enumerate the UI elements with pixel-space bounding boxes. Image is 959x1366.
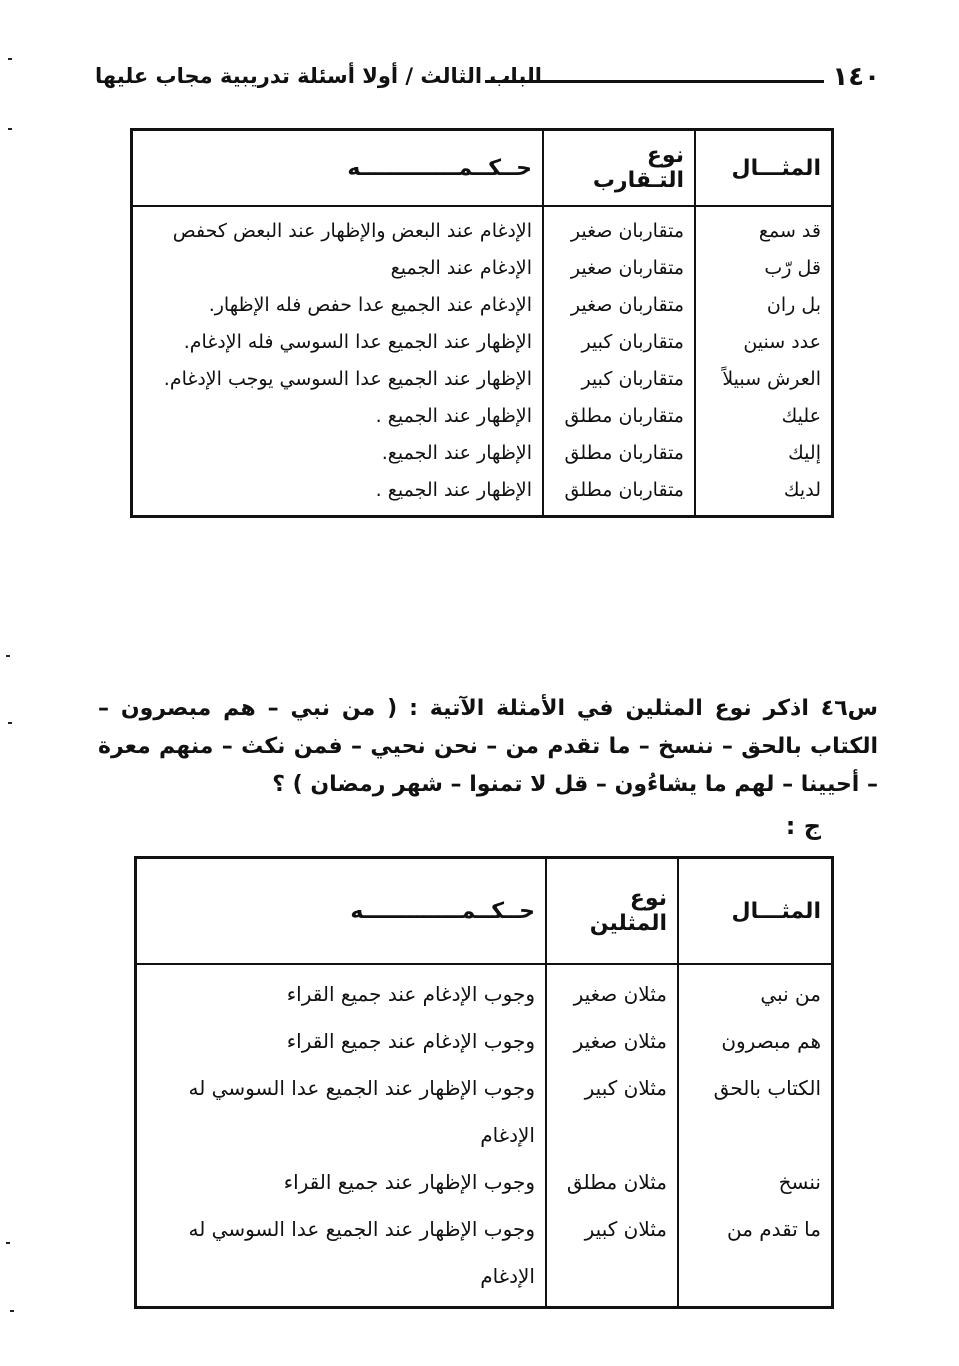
ruling-cell: الإدغام عند البعض والإظهار عند البعض كحفص: [132, 206, 544, 250]
example-cell: من نبي: [678, 964, 833, 1018]
header-type: نوع المثلين: [546, 858, 678, 965]
type-cell: متقاربان صغير: [543, 287, 695, 324]
example-cell: إليك: [695, 435, 833, 472]
header-ruling: حــكــمـــــــــــــه: [132, 130, 544, 207]
header-type: نوع التـقارب: [543, 130, 695, 207]
scan-speck: [8, 58, 12, 60]
ruling-cell: الإظهار عند الجميع عدا السوسي فله الإدغام.: [132, 324, 544, 361]
table-row: [132, 324, 833, 361]
table-row: [132, 472, 833, 517]
example-cell: ننسخ: [678, 1159, 833, 1206]
ruling-cell: الإدغام عند الجميع عدا حفص فله الإظهار.: [132, 287, 544, 324]
ruling-cell: وجوب الإدغام عند جميع القراء: [136, 1018, 547, 1065]
ruling-cell: الإظهار عند الجميع .: [132, 472, 544, 517]
answer-label: ج :: [785, 812, 821, 840]
table-row: [132, 287, 833, 324]
similar-letters-table: [134, 856, 834, 1309]
example-cell: عدد سنين: [695, 324, 833, 361]
example-cell: لديك: [695, 472, 833, 517]
example-cell: ما تقدم من: [678, 1206, 833, 1308]
example-cell: قد سمع: [695, 206, 833, 250]
header-example: المثـــال: [678, 858, 833, 965]
type-cell: مثلان صغير: [546, 1018, 678, 1065]
scan-speck: [8, 128, 12, 130]
example-cell: قل رّب: [695, 250, 833, 287]
type-cell: مثلان مطلق: [546, 1159, 678, 1206]
type-cell: مثلان كبير: [546, 1065, 678, 1159]
example-cell: الكتاب بالحق: [678, 1065, 833, 1159]
assimilation-table-1: [130, 128, 834, 518]
type-cell: متقاربان كبير: [543, 324, 695, 361]
ruling-cell: وجوب الإظهار عند الجميع عدا السوسي له الإدغام: [136, 1065, 547, 1159]
ruling-cell: الإدغام عند الجميع: [132, 250, 544, 287]
type-cell: متقاربان صغير: [543, 206, 695, 250]
type-cell: متقاربان صغير: [543, 250, 695, 287]
ruling-cell: الإظهار عند الجميع.: [132, 435, 544, 472]
example-cell: عليك: [695, 398, 833, 435]
header-example: المثـــال: [695, 130, 833, 207]
chapter-title: الباب الثالث / أولا أسئلة تدريبية مجاب عليها: [95, 64, 542, 88]
table-row: [136, 1018, 833, 1065]
table-row: [136, 1065, 833, 1159]
table-row: [132, 206, 833, 250]
example-cell: بل ران: [695, 287, 833, 324]
page-number: ١٤٠: [832, 62, 880, 92]
type-cell: متقاربان مطلق: [543, 472, 695, 517]
table-row: [136, 1206, 833, 1308]
ruling-cell: وجوب الإدغام عند جميع القراء: [136, 964, 547, 1018]
question-46: س٤٦ اذكر نوع المثلين في الأمثلة الآتية : ( من نبي – هم مبصرون – الكتاب بالحق – ننسخ – ما تقدم من – نحن نحيي – فمن نكث – منهم معرة – أحيينا – لهم ما يشاءُون – قل لا تمنوا – شهر رمضان ) ؟: [98, 696, 878, 797]
example-cell: هم مبصرون: [678, 1018, 833, 1065]
ruling-cell: وجوب الإظهار عند الجميع عدا السوسي له الإدغام: [136, 1206, 547, 1308]
ruling-cell: الإظهار عند الجميع عدا السوسي يوجب الإدغام.: [132, 361, 544, 398]
example-cell: العرش سبيلاً: [695, 361, 833, 398]
table-row: [136, 1159, 833, 1206]
scan-speck: [6, 1242, 10, 1244]
type-cell: مثلان صغير: [546, 964, 678, 1018]
table-row: [132, 435, 833, 472]
type-cell: متقاربان مطلق: [543, 435, 695, 472]
scan-speck: [10, 1310, 14, 1312]
ruling-cell: الإظهار عند الجميع .: [132, 398, 544, 435]
table-row: [136, 964, 833, 1018]
scan-speck: [6, 655, 10, 657]
scan-speck: [8, 722, 12, 724]
page-header: [95, 56, 880, 100]
type-cell: متقاربان كبير: [543, 361, 695, 398]
table-row: [132, 361, 833, 398]
ruling-cell: وجوب الإظهار عند جميع القراء: [136, 1159, 547, 1206]
header-ruling: حــكــمـــــــــــــه: [136, 858, 547, 965]
table-row: [132, 250, 833, 287]
type-cell: مثلان كبير: [546, 1206, 678, 1308]
table-row: [132, 398, 833, 435]
type-cell: متقاربان مطلق: [543, 398, 695, 435]
